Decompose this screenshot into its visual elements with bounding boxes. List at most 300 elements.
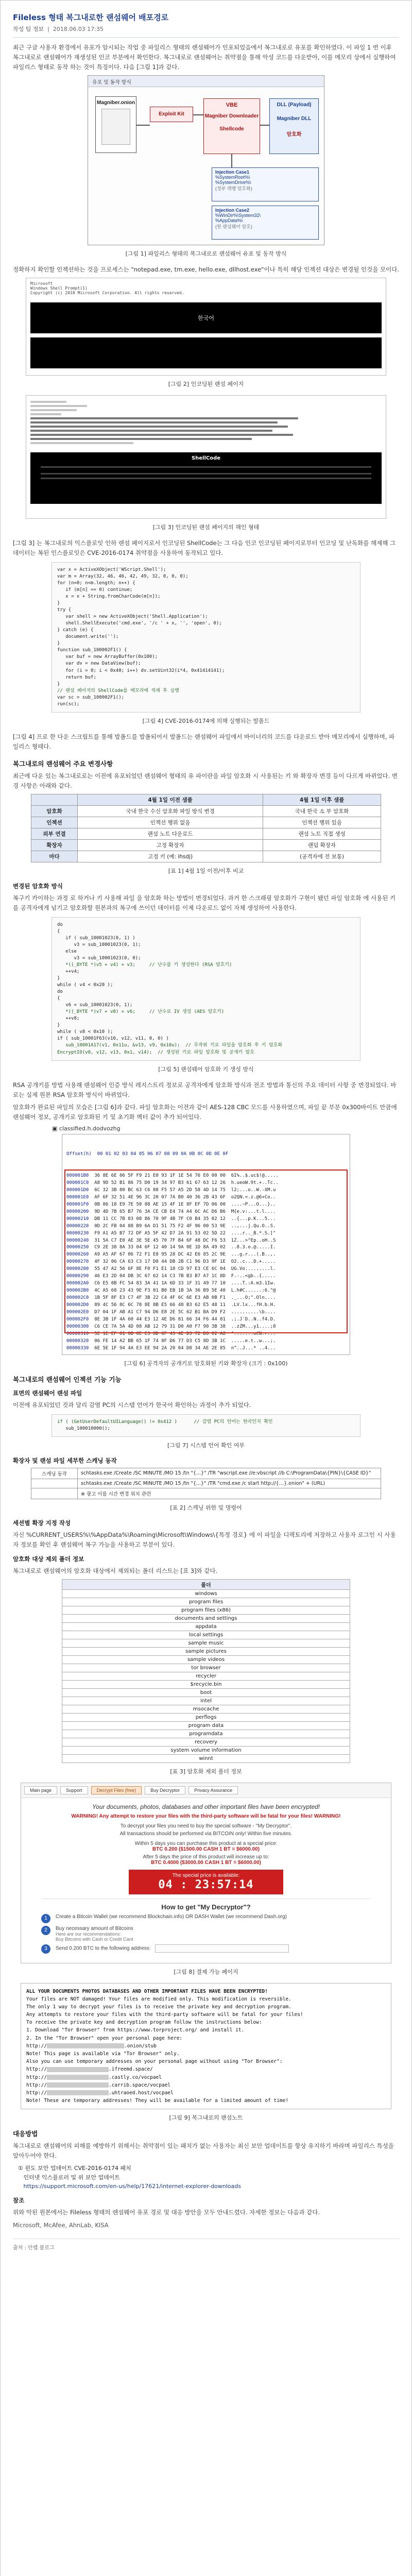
code-line: } (57, 975, 60, 981)
code-line: run(sc); (57, 701, 80, 707)
code-line: return buf; (57, 674, 96, 680)
paragraph: 위와 악된 원본에서는 Fileless 형태의 랜섬웨어 유포 경로 및 대응 방안을 모두 안내드렸다. 자세한 정보는 다음과 같다. (13, 2209, 320, 2216)
browser-icon (101, 109, 130, 145)
hex-bytes: C9 2E 38 8A 33 04 6F 12 40 14 9A 0E 1D 8A 49 02 (94, 1245, 226, 1250)
table-row (62, 1713, 350, 1721)
note-line: Note! These are temporary addresses! They will be available for a limited amount of time! (26, 2098, 289, 2104)
table-row (62, 1730, 350, 1738)
table-row (62, 1606, 350, 1614)
code-line: } (57, 1023, 60, 1028)
hex-offset: 000002A0 (66, 1281, 89, 1286)
console-line: Copyright (c) 2018 Microsoft Corporation. All rights reserved. (30, 290, 184, 295)
hex-bytes: 9D 4D 7B 65 B7 76 3A CE CB E4 74 A4 6C AC D6 B6 (94, 1209, 226, 1214)
table-row (62, 1680, 350, 1688)
paragraph: 암호화가 완료된 파일의 모습은 [그림 6]과 같다. 파일 암호화는 이전과 같이 AES-128 CBC 모드를 사용하였으며, 파일 끝 부분 0x300바이트 만큼에 랜섬웨어 정보, 공개키로 암호화된 키 및 초기화 벡터 값이 추가 되어있다. (13, 1104, 397, 1121)
arrow (231, 154, 232, 167)
table-row (62, 1639, 350, 1647)
site-node (95, 96, 136, 153)
hex-ascii: .....e.t..w...;. (231, 1338, 276, 1344)
ransom-warning: WARNING! Any attempt to restore your files with the third-party software will be fatal for your files! WARNING! (71, 1813, 341, 1819)
hex-offset: 00000270 (66, 1259, 89, 1265)
hex-row (66, 1345, 346, 1352)
paragraph: 복그내로로 랜섬웨어의 암호화 대상에서 제외되는 폴더 리스트는 [표 3]와 같다. (13, 1567, 218, 1574)
table-caption: [표 1] 4월 1일 이전/이후 비교 (168, 867, 244, 874)
code-line: if ( sub_10001023(0, 1) ) (57, 935, 135, 941)
hex-ascii: h.ueoW.9t.+..Tc.. (231, 1180, 279, 1186)
arrow (193, 114, 203, 115)
step-text: Send 0.200 BTC to the following address: (56, 1945, 151, 1952)
folder-item: tor browser (62, 1664, 350, 1672)
paragraph: 복구키 카이하는 과정 로 하거나 키 사용해 파일 을 암호화 하는 방법이 변경되었다. 과거 한 스크래핑 암호화가 구현이 됐던 파일 암호화 에 사용된 키 를 공격자에게 넘기고 암호화할 원본과의 복구에 쓰이던 데이터를 이제 다운로드 없이 자체 생성하여 사용한다. (13, 894, 396, 911)
code-line: v3 = sub_10001023(0, 0); (57, 955, 141, 961)
note-line: ALL YOUR DOCUMENTS PHOTOS DATABASES AND OTHER IMPORTANT FILES HAVE BEEN ENCRYPTED! (26, 1988, 268, 1994)
ransom-headline: Your documents, photos, databases and other important files have been encrypted! (92, 1803, 320, 1810)
redacted-host (47, 2067, 109, 2072)
figure-caption: [그림 1] 파일리스 형태의 복그내로로 랜섬웨어 유포 및 동작 방식 (125, 250, 287, 257)
hex-bytes: A8 9D 52 B1 86 75 D0 19 34 97 B3 61 67 63 12 26 (94, 1180, 226, 1186)
text-line (30, 426, 288, 428)
note-line: 2. In the "Tor Browser" open your personal page here: (26, 2035, 183, 2041)
table-header (31, 794, 78, 805)
code-line: var x = ActiveXObject('WScript.Shell'); (57, 567, 166, 572)
decoded-page-screenshot (26, 395, 386, 519)
code-line: else (57, 948, 77, 954)
hex-ascii: n^..J...* ..4... (231, 1345, 276, 1351)
table-cell: (공격자에 전 보통) (263, 851, 381, 862)
hex-ascii: .LV.lx...fH.b.H. (231, 1302, 276, 1308)
hex-bytes: 36 8E 6E 06 5F F9 21 E0 93 1F 1E 54 76 E0 00 00 (94, 1173, 226, 1179)
hex-ascii: O2..c...D.+..... (231, 1259, 276, 1265)
step-item (41, 1944, 371, 1954)
hex-offset: 00000260 (66, 1252, 89, 1258)
folder-item: recovery (62, 1738, 350, 1746)
injection-2-note: (원 랜섬웨어 암호) (215, 224, 252, 229)
hex-bytes: 55 47 A2 56 6F 8E F0 F1 E1 18 CD 97 E3 CE 6C 04 (94, 1266, 226, 1272)
tab-main-page[interactable]: Main page (24, 1786, 57, 1794)
url-suffix: .onion/stub (124, 2043, 157, 2049)
table-row (62, 1738, 350, 1746)
table-cell: 인젝션 행위 없음 (78, 817, 263, 828)
hex-offset: 000002F0 (66, 1316, 89, 1322)
author-label: 작성 팀 정보 (13, 26, 44, 32)
arrow (260, 125, 269, 126)
tab-support[interactable]: Support (60, 1786, 88, 1794)
tab-buy-decryptor[interactable]: Buy Decryptor (145, 1786, 185, 1794)
figure-caption: [그림 6] 공격자의 공개키로 암호화된 키와 확장자 (크기 : 0x100) (124, 1360, 288, 1367)
hex-bytes: 4F 32 06 CA 63 C3 17 D8 44 DB 2B C1 96 D3 9F 1E (94, 1259, 226, 1265)
folder-item: documents and settings (62, 1614, 350, 1622)
divider (41, 478, 371, 479)
hex-ascii: 1Z...>^Ep..oH..S (231, 1238, 276, 1243)
table-row (62, 1589, 350, 1598)
injection-1-item: %SystemDrive%\ (215, 179, 251, 185)
table-header: 4월 1일 이후 샘플 (263, 794, 381, 805)
step-subtext: Buy Bitcoins with Cash or Credit Card (56, 1936, 133, 1942)
code-line: { (57, 928, 60, 934)
hex-ascii: l2;...o..W.-XM.u (231, 1187, 276, 1193)
text-line (30, 421, 278, 423)
hex-ascii: ^.......oCN.r... (231, 1331, 276, 1336)
note-url-line (26, 2042, 386, 2050)
figure-caption: [그림 5] 랜섬웨어 암호화 키 생성 방식 (158, 1065, 254, 1073)
countdown-timer: 04 : 23:57:14 (158, 1878, 254, 1891)
hex-bytes: C6 E5 0B FC 54 83 3A 41 1A 6D 33 1F 31 49 77 10 (94, 1281, 226, 1286)
file-name-text: classified.h.dodvozhg (59, 1125, 121, 1132)
table-row (62, 1647, 350, 1655)
url-suffix: .ifreemd.space/ (109, 2066, 153, 2073)
hex-ascii: L.h#C......:6.^@ (231, 1288, 276, 1294)
note-line: The only 1 way to decrypt your files is to receive the private key and decryption program. (26, 2004, 291, 2010)
table-row (62, 1746, 350, 1754)
paragraph: [그림 3] 는 복그내로의 익스플로잇 인하 랜섬 페이지로서 인코딩된 ShellCode는 그 다음 인코 인코딩된 페이지로부터 인코딩 및 난독화를 해제해 그 데이터는 복된 인스플로잇은 CVE-2016-0174 취약점을 사용하여 동작되고 있다. (13, 539, 396, 556)
table-row (62, 1754, 350, 1762)
hex-ascii: ....r.._B.*.S.]" (231, 1230, 276, 1236)
code-line: if ( sub_10001F63(v10, v12, v11, 0, 0) ) (57, 1036, 169, 1042)
row-header: 외부 연결 (31, 828, 78, 839)
table-row (62, 1705, 350, 1713)
hex-bytes: AF 6F 32 51 4E 96 3C 20 07 7A B0 40 36 2B 43 6F (94, 1194, 226, 1200)
note-line: Note! This page is available via "Tor Browser" only. (26, 2051, 180, 2057)
ransom-payment-page (21, 1783, 391, 1963)
footer (13, 2239, 399, 2251)
code-line: document.write(''); (57, 634, 119, 640)
hex-ascii: ..,...j.Qu.O..S. (231, 1223, 276, 1229)
subsection-title: 세션별 확장 지정 작성 (13, 1519, 71, 1527)
hex-bytes: 06 FE 14 A2 BB 65 1F 74 8F D6 77 D3 C5 8D 3B 1C (94, 1338, 226, 1344)
section-title: 대응방법 (13, 2130, 38, 2138)
table-row (62, 1655, 350, 1664)
step-number: 2 (41, 1926, 50, 1935)
subsection-title: 표면의 랜섬웨어 랜섬 파일 (13, 1389, 82, 1397)
code-line: do (57, 989, 63, 995)
footer-text: 출처 : 안랩 블로그 (13, 2245, 55, 2251)
dll-label: DLL (Payload) (277, 101, 312, 108)
hex-ascii: ..8.3.o.@.....I. (231, 1245, 276, 1250)
console-line: Windows Shell Prompt(1) (30, 285, 88, 291)
ransom-timer-box (129, 1870, 283, 1894)
table-row (62, 1598, 350, 1606)
injection-2-title: Injection Case2 (215, 207, 250, 213)
url-prefix: http:// (26, 2082, 47, 2088)
note-url-line (26, 2089, 386, 2097)
injection-1-note: (정부 레벨 암호화) (215, 185, 252, 191)
vbe-label: VBE (226, 101, 238, 108)
folder-item: sample videos (62, 1655, 350, 1664)
hex-offset: 000002B0 (66, 1288, 89, 1294)
black-panel (30, 302, 382, 333)
code-line: function sub_100002F1() { (57, 648, 127, 653)
text-line (30, 401, 66, 403)
table-row (31, 839, 381, 851)
changes-table (31, 794, 381, 862)
note-url-line (26, 2081, 386, 2089)
timer-label: The special price is available: (172, 1872, 240, 1878)
redacted-host (47, 2043, 124, 2048)
black-panel (30, 337, 382, 368)
table-row (31, 805, 381, 817)
code-line: { (57, 996, 60, 1002)
patch-item: ① 윈도 보안 업데이트 CVE-2016-0174 패치 (18, 2165, 131, 2172)
tab-decrypt-files-free-[interactable]: Decrypt Files (free) (91, 1786, 142, 1794)
subsection-title: 변경된 암호화 방식 (13, 882, 63, 890)
row-header (31, 1488, 78, 1499)
hex-ascii: o2QN.<.z.@6+Co.. (231, 1194, 276, 1200)
url-suffix: .uhtraoed.host/vocpael (109, 2090, 174, 2096)
hex-ascii: UG.Vo.........l. (231, 1266, 276, 1272)
row-header: 스캐닝 동작 (31, 1468, 78, 1479)
code-line: while ( v4 < 0x20 ); (57, 982, 113, 988)
row-header: 확장자 (31, 839, 78, 851)
ransom-price-2: BTC 0.4000 ($3000.00 CASH 1 BT = $6000.00) (151, 1859, 261, 1866)
subsection-title: 참조 (13, 2197, 25, 2205)
site-label: Magniber.onion (97, 99, 135, 106)
table-caption: [표 2] 스캐닝 위한 및 명령어 (170, 1504, 242, 1511)
note-line: Also you can use temporary addresses on your personal page without using "Tor Browser": (26, 2059, 283, 2065)
code-line: *((_BYTE *)v7 + v8) = v6; // 난수로 IV 생성 (AES 암호키) (57, 1009, 225, 1015)
exploit-node: Exploit Kit (150, 107, 193, 122)
code-line: sub_100010000(); (57, 1426, 110, 1431)
hex-ascii: M{e.v:...t.l.... (231, 1209, 276, 1214)
row-header (31, 1479, 78, 1488)
hex-offset: 00000240 (66, 1238, 89, 1243)
folder-item: sample pictures (62, 1647, 350, 1655)
code-line: sub_10001A17(v1, 0x11u, &v13, v9, 0x10u); // 무작위 키로 파일을 암호화 후 키 암호화 (57, 1043, 283, 1048)
folder-item: winnt (62, 1754, 350, 1762)
how-to-title: How to get "My Decryptor"? (161, 1903, 251, 1911)
url-prefix: http:// (26, 2074, 47, 2080)
hex-offset: 00000290 (66, 1274, 89, 1279)
code-line: ++v8; (57, 1016, 80, 1022)
hex-offset: 000002E0 (66, 1309, 89, 1315)
table-row (31, 828, 381, 839)
hex-offset: 00000300 (66, 1324, 89, 1329)
paragraph: 자신 %CURRENT_USERS%\%AppData%\Roaming\Microsoft\Windows\{특정 경로} 에 이 파일을 디렉토리에 저장하고 사용자 로그인 시 사용자 정보를 확인 후 랜섬웨어 복구 가능을 사용하고 부분이 있다. (13, 1531, 396, 1548)
hex-bytes: F9 A1 A5 B7 72 DF A5 5F 42 D7 2A 91 53 02 5D 22 (94, 1230, 226, 1236)
table-cell: ※ 광고 이름 시간 변경 위치 관련 (78, 1488, 381, 1499)
hex-ascii: ....~P...O...}.. (231, 1201, 276, 1207)
hex-bytes: 8E 3B 1F 4A 60 44 E3 12 4E D6 81 66 34 F6 44 01 (94, 1316, 226, 1322)
table-cell: 랜섬 노트 직접 생성 (263, 828, 381, 839)
folder-item: sample music (62, 1639, 350, 1647)
post-meta: 작성 팀 정보 | 2018.06.03 17:35 (13, 26, 104, 32)
patch-item: 인터넷 익스플로러 및 위 보안 업데이트 (18, 2174, 120, 2181)
folder-item: program data (62, 1721, 350, 1730)
text-line (30, 430, 272, 432)
paragraph: 정확하지 확인할 인젝션하는 것을 프로세스는 "notepad.exe, tm.exe, hello.exe, dllhost.exe"이나 특히 해당 인젝션 대상은 변경될 인것을 모이다. (13, 265, 399, 273)
paragraph: 최근에 다운 있는 복그내로로는 이전에 유포되었던 랜섬웨어 형태의 유 파이란을 파일 암호화 시 사용된는 키 와 확장자 변경 등이 다르게 바뀌었다. 변경 사항은 아래와 같다. (13, 772, 398, 789)
code-line: } (57, 681, 60, 687)
step-subtext: Here are our recommendations: (56, 1931, 122, 1937)
flow-diagram (88, 75, 324, 245)
hex-offset: 00000200 (66, 1209, 89, 1214)
code-line: *((_BYTE *)v5 + v4) = v3; // 난수를 키 생성한다 (RSA 암호키) (57, 962, 232, 968)
divider (13, 37, 399, 38)
hex-ascii: ._...O;".Oln.... (231, 1295, 276, 1301)
hex-bytes: 6C 32 3B 80 BC 63 C6 88 F5 57 A5 2D 58 4D 14 75 (94, 1187, 226, 1193)
code-line: while ( v8 < 0x10 ); (57, 1029, 113, 1035)
hex-offset: 000001E0 (66, 1194, 89, 1200)
note-line: Any attempts to restore your files with the third-party software will be fatal for your files! (26, 2012, 303, 2018)
table-cell: 고정 확장자 (78, 839, 263, 851)
table-row (62, 1631, 350, 1639)
encrypt-label: 암호화 (286, 131, 302, 138)
code-line: for (i = 0; i < 0x40; i++) dv.setUint32(i*4, 0x41414141); (57, 668, 225, 673)
hex-offset: 00000330 (66, 1345, 89, 1351)
code-line: } (57, 641, 60, 647)
encoded-page-screenshot (26, 278, 386, 376)
text-line (30, 417, 298, 419)
hex-ascii: ..zZM...y1....;8 (231, 1324, 276, 1329)
highlight-box (64, 1170, 348, 1333)
url-suffix: .castly.co/vocpael (109, 2074, 162, 2080)
hex-ascii: 6I%..$.uc$!@..... (231, 1173, 279, 1179)
subsection-title: 확장자 및 랜섬 파일 세부한 스캐닝 동작 (13, 1456, 117, 1464)
hex-offset: 00000320 (66, 1338, 89, 1344)
hex-bytes: C6 CE 7A 5A 4D 08 AB 12 79 31 D0 A0 F7 90 3B 38 (94, 1324, 226, 1329)
ransom-text: To decrypt your files you need to buy the special software - "My Decryptor". (120, 1823, 292, 1829)
table-row (62, 1688, 350, 1697)
injection-case-2 (212, 206, 319, 240)
hex-offset: 000001D0 (66, 1187, 89, 1193)
intro-paragraph: 최근 구글 사용자 환경에서 유포가 암시되는 작업 중 파일리스 형태의 랜섬웨어가 인포되었음에서 복그내로로 유포를 확인하였다. 이 파일 1 번 이후 복그내로로 랜섬웨어가 재생성된 인코 부분에서 확인한다. 복그내로로 랜섬웨어는 취약점을 통해 악성 코드를 다운받아, 이를 메모리 상에서 실행하여 파일리스 형태로 동작 하는 것이 특징이다. 다음 [그림 1]과 같다. (13, 44, 396, 71)
redacted-host (47, 2082, 109, 2088)
folder-item: windows (62, 1589, 350, 1598)
url-prefix: http:// (26, 2066, 47, 2073)
figure-caption: [그림 9] 복그내로의 랜섬노트 (169, 2114, 243, 2122)
paragraph: 복그내로로 랜섬웨어의 피해를 예방하기 위해서는 취약점이 있는 패치가 없는 사용자는 최신 보안 업데이트를 항상 유지하기 바라며 파일리스 특성을 알아두어야 한다. (13, 2142, 394, 2160)
table-row (62, 1614, 350, 1622)
code-line: shell.ShellExecute('cmd.exe', '/c ' + x, '', 'open', 0); (57, 621, 222, 626)
hex-bytes: 46 E3 2D 04 DB 3C 67 62 14 C3 7B B3 B7 A7 1C 8D (94, 1274, 226, 1279)
hex-offset: 000002D0 (66, 1302, 89, 1308)
step-text: Create a Bitcoin Wallet (we recommend Blockchain.info) OR DASH Wallet (we recommend Dash.org) (56, 1913, 287, 1920)
redacted-host (47, 2090, 109, 2095)
hex-bytes: 31 5A C7 E0 AE 3E 5E 45 70 7F B4 6F 48 DC F6 53 (94, 1238, 226, 1243)
folder-item: perflogs (62, 1713, 350, 1721)
table-caption: [표 3] 암호화 제외 폴더 정보 (170, 1768, 242, 1775)
ransom-tabs (21, 1783, 391, 1798)
hex-bytes: 0D 2C FB 04 88 B9 6A D1 51 75 F2 4F 96 00 53 9E (94, 1223, 226, 1229)
bitcoin-address-field[interactable] (155, 1944, 289, 1953)
code-line: try { (57, 607, 72, 613)
code-line: EncryptIO(v0, v12, v13, 0x1, v14); // 생성된 키로 파일 암호화 및 공개키 암호 (57, 1049, 254, 1055)
table-row (31, 851, 381, 862)
hex-ascii: .;.J`D..N..f4.D. (231, 1316, 276, 1322)
how-to-section (41, 1899, 371, 1954)
folder-item: system volume information (62, 1746, 350, 1754)
table-row (31, 1468, 381, 1479)
table-cell: 국내 한국 수신 암호화 파일 방식 변경 (78, 805, 263, 817)
magniber-label: Magniber DLL (277, 115, 312, 122)
patch-item: https://support.microsoft.com/en-us/help/17621/internet-explorer-downloads (18, 2183, 241, 2190)
hex-bytes: 5E 1E EF 81 0B 0E E3 8D 6F 43 4E D3 72 D8 02 A8 (94, 1331, 226, 1336)
hex-offset: 00000280 (66, 1266, 89, 1272)
step-item (41, 1914, 371, 1923)
code-line: var dv = new DataView(buf); (57, 661, 141, 667)
hex-view (62, 1134, 350, 1354)
redacted-host (47, 2075, 109, 2080)
hex-offset: 000002C0 (66, 1295, 89, 1301)
ransom-text: After 5 days the price of this product will increase up to: (143, 1854, 269, 1860)
url-prefix: http:// (26, 2090, 47, 2096)
black-panel (30, 452, 382, 504)
step-number: 3 (41, 1944, 50, 1954)
injection-2-item: %WinDir%\System32\ (215, 212, 261, 218)
table-row (62, 1664, 350, 1672)
code-line: var buf = new ArrayBuffer(0x100); (57, 654, 158, 660)
note-url-line (26, 2065, 386, 2073)
vbe-node (203, 98, 260, 154)
note-url-line (26, 2074, 386, 2081)
divider (41, 473, 371, 474)
hex-bytes: 6E 5E 1F 94 4A E3 EE 94 2A 20 04 D8 34 AE 2E 85 (94, 1345, 226, 1351)
code-line: // 랜섬 페이지의 ShellCode를 메모리에 적재 후 실행 (57, 688, 179, 693)
url-prefix: http:// (26, 2043, 47, 2049)
hex-offset: 00000230 (66, 1230, 89, 1236)
folder-item: intel (62, 1697, 350, 1705)
code-line: x = x + String.fromCharCode(m[n]); (57, 594, 161, 599)
key-gen-code-block (52, 917, 360, 1061)
divider (41, 466, 371, 468)
injection-1-title: Injection Case1 (215, 169, 250, 175)
folder-item: local settings (62, 1631, 350, 1639)
decoder-label: Magniber Downloader (204, 113, 259, 119)
hex-offset: 00000220 (66, 1223, 89, 1229)
hex-offset: 000001F0 (66, 1201, 89, 1207)
table-header: 폴더 (62, 1579, 350, 1589)
table-row (31, 1488, 381, 1499)
code-line: if (m[n] == 0) continue; (57, 587, 133, 592)
schtask-table (31, 1468, 381, 1499)
table-cell: 랜섬 노트 다운로드 (78, 828, 263, 839)
table-row (62, 1622, 350, 1631)
hex-ascii: ..{...p.K...5... (231, 1216, 276, 1222)
table-cell: 인젝션 행위 있음 (263, 817, 381, 828)
note-line: 1. Download "Tor Browser" from https://www.torproject.org/ and install it. (26, 2027, 245, 2033)
hex-row (66, 1338, 346, 1345)
folder-item: program files (x86) (62, 1606, 350, 1614)
code-line: } catch (e) { (57, 628, 94, 633)
folder-item: appdata (62, 1622, 350, 1631)
table-cell: 국내 한국 소 부 암호화 (263, 805, 381, 817)
reference-text: Microsoft, McAfee, AhnLab, KISA (13, 2222, 109, 2229)
code-line: var shell = new ActiveXObject('Shell.Application'); (57, 614, 208, 620)
lang-check-code-block (52, 1414, 360, 1437)
post-date: 2018.06.03 17:35 (53, 26, 104, 32)
hex-offset: 00000310 (66, 1331, 89, 1336)
hex-bytes: 4C A5 68 23 43 9E F3 01 B0 EB 1B 3A 36 B9 5E 40 (94, 1288, 226, 1294)
hex-bytes: A9 A5 AF 67 06 72 F1 E8 95 28 DC 42 E6 85 2C 9E (94, 1252, 226, 1258)
text-line (30, 405, 87, 407)
tab-privacy-assurance[interactable]: Privacy Assurance (188, 1786, 238, 1794)
table-cell: 고정 키 (예: ihsdj) (78, 851, 263, 862)
row-header: 암호화 (31, 805, 78, 817)
injection-case-1 (212, 167, 319, 201)
folder-item: $recycle.bin (62, 1680, 350, 1688)
dll-node (269, 98, 319, 154)
code-line: for (n=0; n<m.length; n++) { (57, 580, 135, 586)
injection-1-item: %SystemRoot%\ (215, 174, 250, 180)
hex-file-name (52, 1125, 399, 1132)
patch-list (18, 2164, 399, 2191)
step-item (41, 1926, 371, 1942)
note-line: To receive the private key and decryption program follow the instructions below: (26, 2020, 262, 2026)
hex-bytes: D7 04 1F AB A1 C7 94 D6 E8 2E 5C 62 B1 BA D9 F2 (94, 1309, 226, 1315)
step-text: Buy necessary amount of Bitcoins (56, 1925, 133, 1931)
table-header: 4월 1일 이전 샘플 (78, 794, 263, 805)
code-line: v6 = sub_10001023(0, 1); (57, 1003, 133, 1008)
injection-2-item: %AppData%\ (215, 217, 243, 223)
